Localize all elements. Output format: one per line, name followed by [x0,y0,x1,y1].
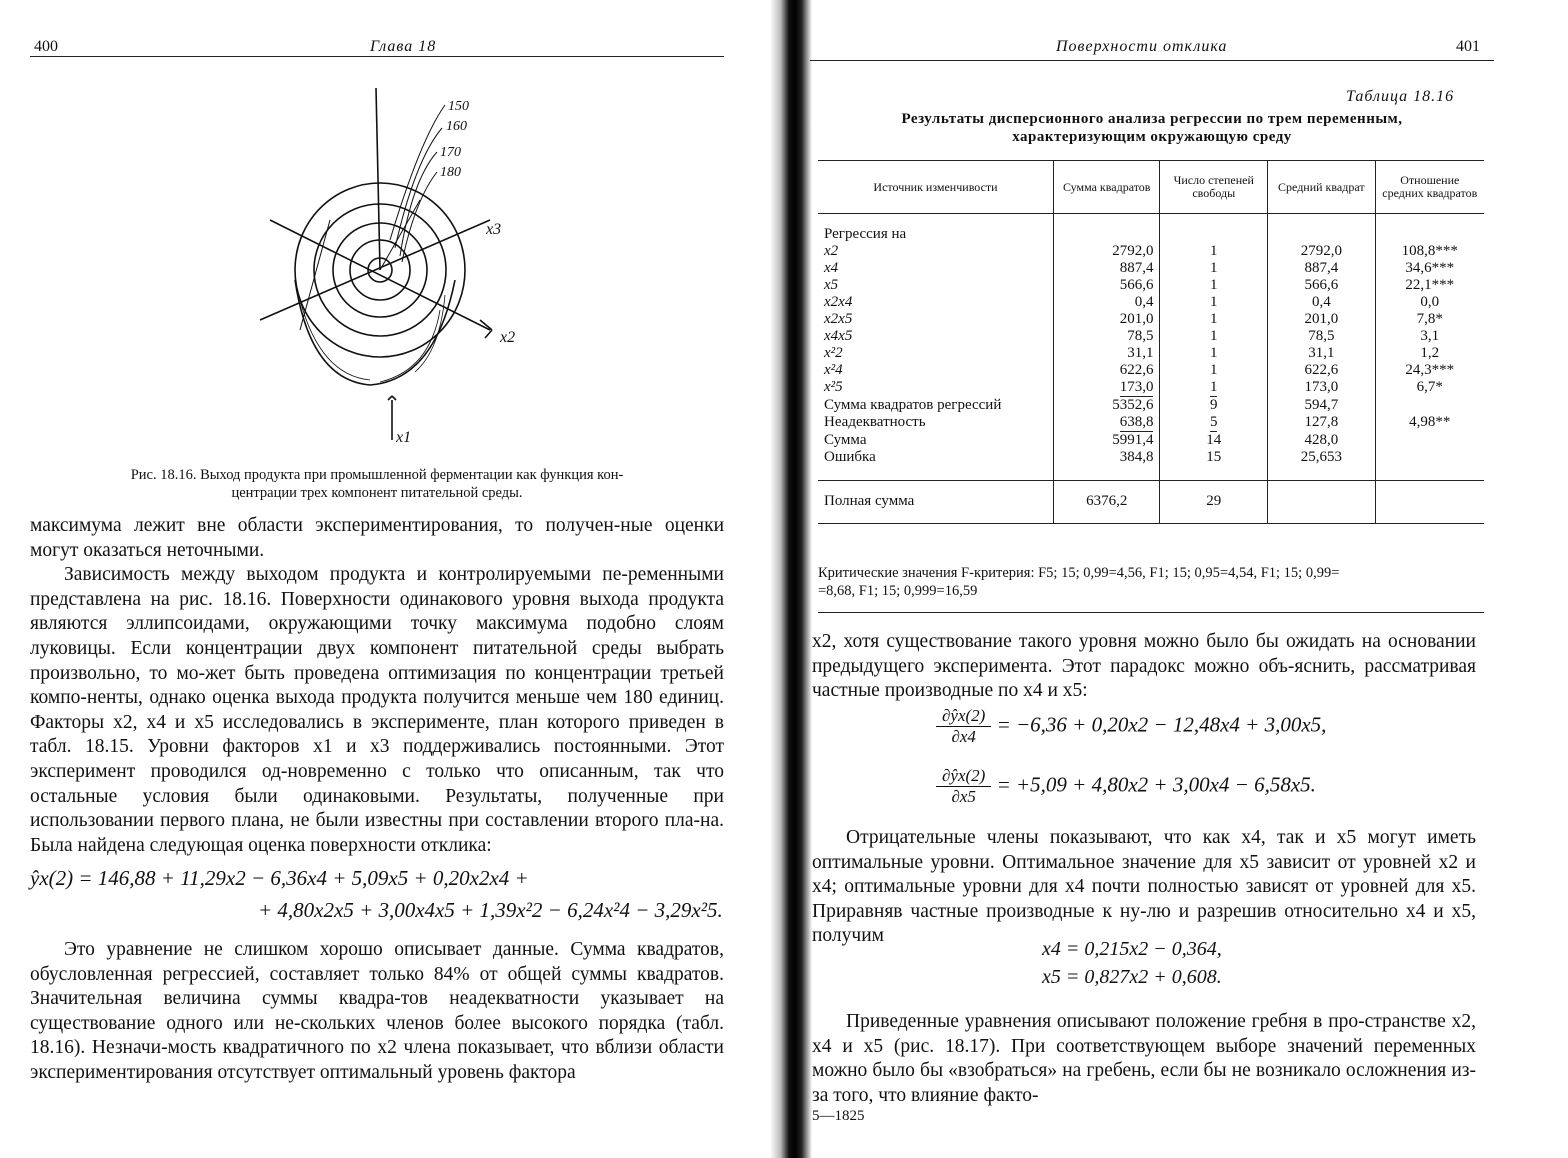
cell-ms: 173,0 [1268,379,1376,397]
cell-ratio: 22,1*** [1375,277,1484,294]
left-paragraph-2: Зависимость между выходом продукта и контролируемыми пе-ременными представлена на рис. 18.16. Поверхности одинакового уровня выхода продукта являются эллипсоидами, окружающими точку максимума подобно слоям луковицы. Если концентрации двух компонент питательной среды выбрать произвольно, то мо-жет быть проведена оптимизация по концентрации третьей компо-ненты, однако оценка выхода продукта получится меньше чем 180 единиц. Факторы x2, x4 и x5 исследовались в эксперименте, план которого приведен в табл. 18.15. Уровни факторов x1 и x3 поддерживались постоянными. Этот эксперимент проводился од-новременно с только что описанным, так что остальные условия были одинаковыми. Результаты, полученные при использовании первого плана, не были известны при составлении второго пла-на. Была найдена следующая оценка поверхности отклика: [30,564,724,856]
cell-ms: 0,4 [1268,294,1376,311]
cell-df: 1 [1160,277,1268,294]
table-row [818,277,1484,294]
table-label: Таблица 18.16 [1346,88,1455,105]
cell-ss: 638,8 [1054,414,1160,432]
cell-ss: 2792,0 [1054,243,1160,260]
table-title-line-1: Результаты дисперсионного анализа регрессии по трем переменным, [901,111,1403,127]
cell-source: Полная сумма [818,481,1054,524]
cell-source: x²5 [824,379,843,395]
table-row [818,294,1484,311]
running-head: Глава 18 [370,38,437,55]
figure-caption [30,466,724,502]
table-row [818,362,1484,379]
cell-ratio [1375,449,1484,466]
cell-ss: 6376,2 [1054,481,1160,524]
cell-source: Неадекватность [824,414,926,430]
cell-ratio [1375,397,1484,414]
header-sum-squares: Сумма квадратов [1054,161,1160,214]
right-body-3 [812,1010,1476,1108]
header-rule [30,56,724,57]
cell-ms: 887,4 [1268,260,1376,277]
response-equation-line-2: + 4,80x2x5 + 3,00x4x5 + 1,39x²2 − 6,24x²4 − 3,29x²5. [258,898,723,922]
cell-df: 1 [1160,260,1268,277]
cell-ms: 566,6 [1268,277,1376,294]
table-row [818,379,1484,397]
table-row [818,311,1484,328]
contour-label-160: 160 [446,119,467,134]
cell-ss: 566,6 [1054,277,1160,294]
cell-source: x²2 [824,345,843,361]
header-df: Число степеней свободы [1160,161,1268,214]
table-title [820,110,1484,146]
cell-ms: 25,653 [1268,449,1376,466]
table-title-line-2: характеризующим окружающую среду [1012,129,1292,145]
table-bottom-rule [818,612,1484,613]
cell-ratio: 1,2 [1375,345,1484,362]
solution-equation-1: x4 = 0,215x2 − 0,364, [1042,938,1222,960]
right-body-1 [812,630,1476,704]
cell-df: 9 [1160,397,1268,414]
cell-ss: 5352,6 [1054,397,1160,414]
cell-ratio: 6,7* [1375,379,1484,397]
ellipsoid-figure [240,80,540,450]
cell-ms: 78,5 [1268,328,1376,345]
cell-source: x4 [824,260,839,276]
cell-df: 15 [1160,449,1268,466]
derivative-2-numerator: ∂ŷx(2) [936,766,991,787]
derivative-equation-2 [936,766,1316,807]
cell-df: 29 [1160,481,1268,524]
right-paragraph-2: Отрицательные члены показывают, что как x4, так и x5 могут иметь оптимальные уровни. Оптимальное значение для x5 зависит от уровней x2 и x4; оптимальные уровни для x4 почти полностью зависят от уровней для x5. Приравняв частные производные к ну-лю и разрешив относительно x4 и x5, получим [812,827,1476,947]
critical-values-line-1: Критические значения F-критерия: F5; 15; 0,99=4,56, F1; 15; 0,95=4,54, F1; 15; 0,99= [818,565,1340,581]
cell-ratio: 34,6*** [1375,260,1484,277]
critical-values-line-2: =8,68, F1; 15; 0,999=16,59 [818,583,978,599]
right-paragraph-3: Приведенные уравнения описывают положение гребня в про-странстве x2, x4 и x5 (рис. 18.17). При соответствующем выборе значений переменных можно было бы «взобраться» на гребень, если бы не возникало осложнения из-за того, что влияние факто- [812,1011,1476,1106]
axis-x1-upper [376,88,380,270]
header-source: Источник изменчивости [818,161,1054,214]
contour-label-170: 170 [440,145,461,160]
cell-source: x2x4 [824,294,853,310]
cell-ms: 127,8 [1268,414,1376,432]
table-row [818,345,1484,362]
cell-ss: 31,1 [1054,345,1160,362]
right-body-2 [812,826,1476,949]
header-rule [810,60,1494,61]
axis-label-x3: x3 [486,221,502,238]
header-mean-square: Средний квадрат [1268,161,1376,214]
right-paragraph-1: x2, хотя существование такого уровня можно было бы ожидать на основании предыдущего эксперимента. Этот парадокс можно объ-яснить, рассматривая частные производные по x4 и x5: [812,631,1476,702]
cell-ss: 384,8 [1054,449,1160,466]
header-ratio: Отношение средних квадратов [1375,161,1484,214]
response-equation-line-1: ŷx(2) = 146,88 + 11,29x2 − 6,36x4 + 5,09x5 + 0,20x2x4 + [30,866,529,890]
table-row [818,243,1484,260]
cell-df: 1 [1160,294,1268,311]
axis-label-x2: x2 [500,329,516,346]
cell-ss: 622,6 [1054,362,1160,379]
cell-ss: 201,0 [1054,311,1160,328]
axis-label-x1: x1 [396,429,412,446]
caption-line-1: Рис. 18.16. Выход продукта при промышленной ферментации как функция кон- [130,467,624,483]
cell-df: 1 [1160,328,1268,345]
cell-source: x2x5 [824,311,853,327]
solution-equation-2: x5 = 0,827x2 + 0,608. [1042,966,1222,988]
cell-ratio: 24,3*** [1375,362,1484,379]
cell-ms: 2792,0 [1268,243,1376,260]
cell-df: 14 [1160,432,1268,449]
cell-ms: 428,0 [1268,432,1376,449]
running-head: Поверхности отклика [1056,38,1228,55]
table-total-row [818,481,1484,524]
cell-ms [1268,481,1376,524]
cell-ratio: 108,8*** [1375,243,1484,260]
cell-source: Регрессия на [824,226,907,242]
cell-df: 5 [1160,414,1268,432]
cell-ms: 31,1 [1268,345,1376,362]
cell-df: 1 [1160,345,1268,362]
right-page [780,0,1568,1158]
critical-values-note [818,564,1484,600]
cell-source: x5 [824,277,839,293]
cell-ratio: 4,98** [1375,414,1484,432]
cell-source: x4x5 [824,328,853,344]
cell-ratio [1375,432,1484,449]
cell-source: x2 [824,243,839,259]
cell-df: 1 [1160,243,1268,260]
left-paragraph-3: Это уравнение не слишком хорошо описывает данные. Сумма квадратов, обусловленная регрессией, составляет только 84% от общей суммы квадратов. Значительная величина суммы квадра-тов неадекватности указывает на существование одного или не-скольких членов более высокого порядка (табл. 18.16). Незначи-мость квадратичного по x2 члена показывает, что вблизи области экспериментирования отсутствует оптимальный уровень фактора [30,939,724,1083]
left-page [0,0,760,1158]
table-header-row [818,161,1484,214]
cell-ratio: 7,8* [1375,311,1484,328]
cell-df: 1 [1160,362,1268,379]
cell-source: Сумма [824,432,867,448]
cell-df: 1 [1160,379,1268,397]
contour-label-150: 150 [448,99,469,114]
cell-ratio: 0,0 [1375,294,1484,311]
cell-ms: 594,7 [1268,397,1376,414]
table-row [818,260,1484,277]
page-number: 400 [34,38,58,55]
cell-ms: 201,0 [1268,311,1376,328]
cell-ss: 887,4 [1054,260,1160,277]
left-paragraph-1: максимума лежит вне области экспериментирования, то получен-ные оценки могут оказаться неточными. [30,515,724,561]
left-body-2 [30,938,724,1086]
derivative-equation-1 [936,706,1326,747]
table-row [818,449,1484,466]
cell-source: Ошибка [824,449,876,465]
derivative-1-denominator: ∂x4 [951,727,976,746]
left-body-1 [30,514,724,858]
cell-ratio: 3,1 [1375,328,1484,345]
signature-mark: 5—1825 [812,1108,865,1124]
cell-ms: 622,6 [1268,362,1376,379]
anova-table [818,160,1484,524]
table-row [818,397,1484,414]
cell-source: Сумма квадратов регрессий [824,397,1002,413]
cell-ss: 78,5 [1054,328,1160,345]
cell-ratio [1375,481,1484,524]
caption-line-2: центрации трех компонент питательной среды. [231,485,523,501]
cell-source: x²4 [824,362,843,378]
cell-ss: 173,0 [1054,379,1160,397]
cell-df: 1 [1160,311,1268,328]
cell-ss: 5991,4 [1054,432,1160,449]
page-number: 401 [1456,38,1480,55]
derivative-1-rhs: = −6,36 + 0,20x2 − 12,48x4 + 3,00x5, [996,712,1327,737]
derivative-2-fraction [936,766,991,807]
table-row [818,432,1484,449]
derivative-1-numerator: ∂ŷx(2) [936,706,991,727]
table-row [818,414,1484,432]
contour-label-180: 180 [440,165,461,180]
cell-ss: 0,4 [1054,294,1160,311]
table-row-group [818,226,1484,243]
derivative-2-denominator: ∂x5 [951,787,976,806]
derivative-2-rhs: = +5,09 + 4,80x2 + 3,00x4 − 6,58x5. [996,772,1316,797]
table-row [818,328,1484,345]
derivative-1-fraction [936,706,991,747]
